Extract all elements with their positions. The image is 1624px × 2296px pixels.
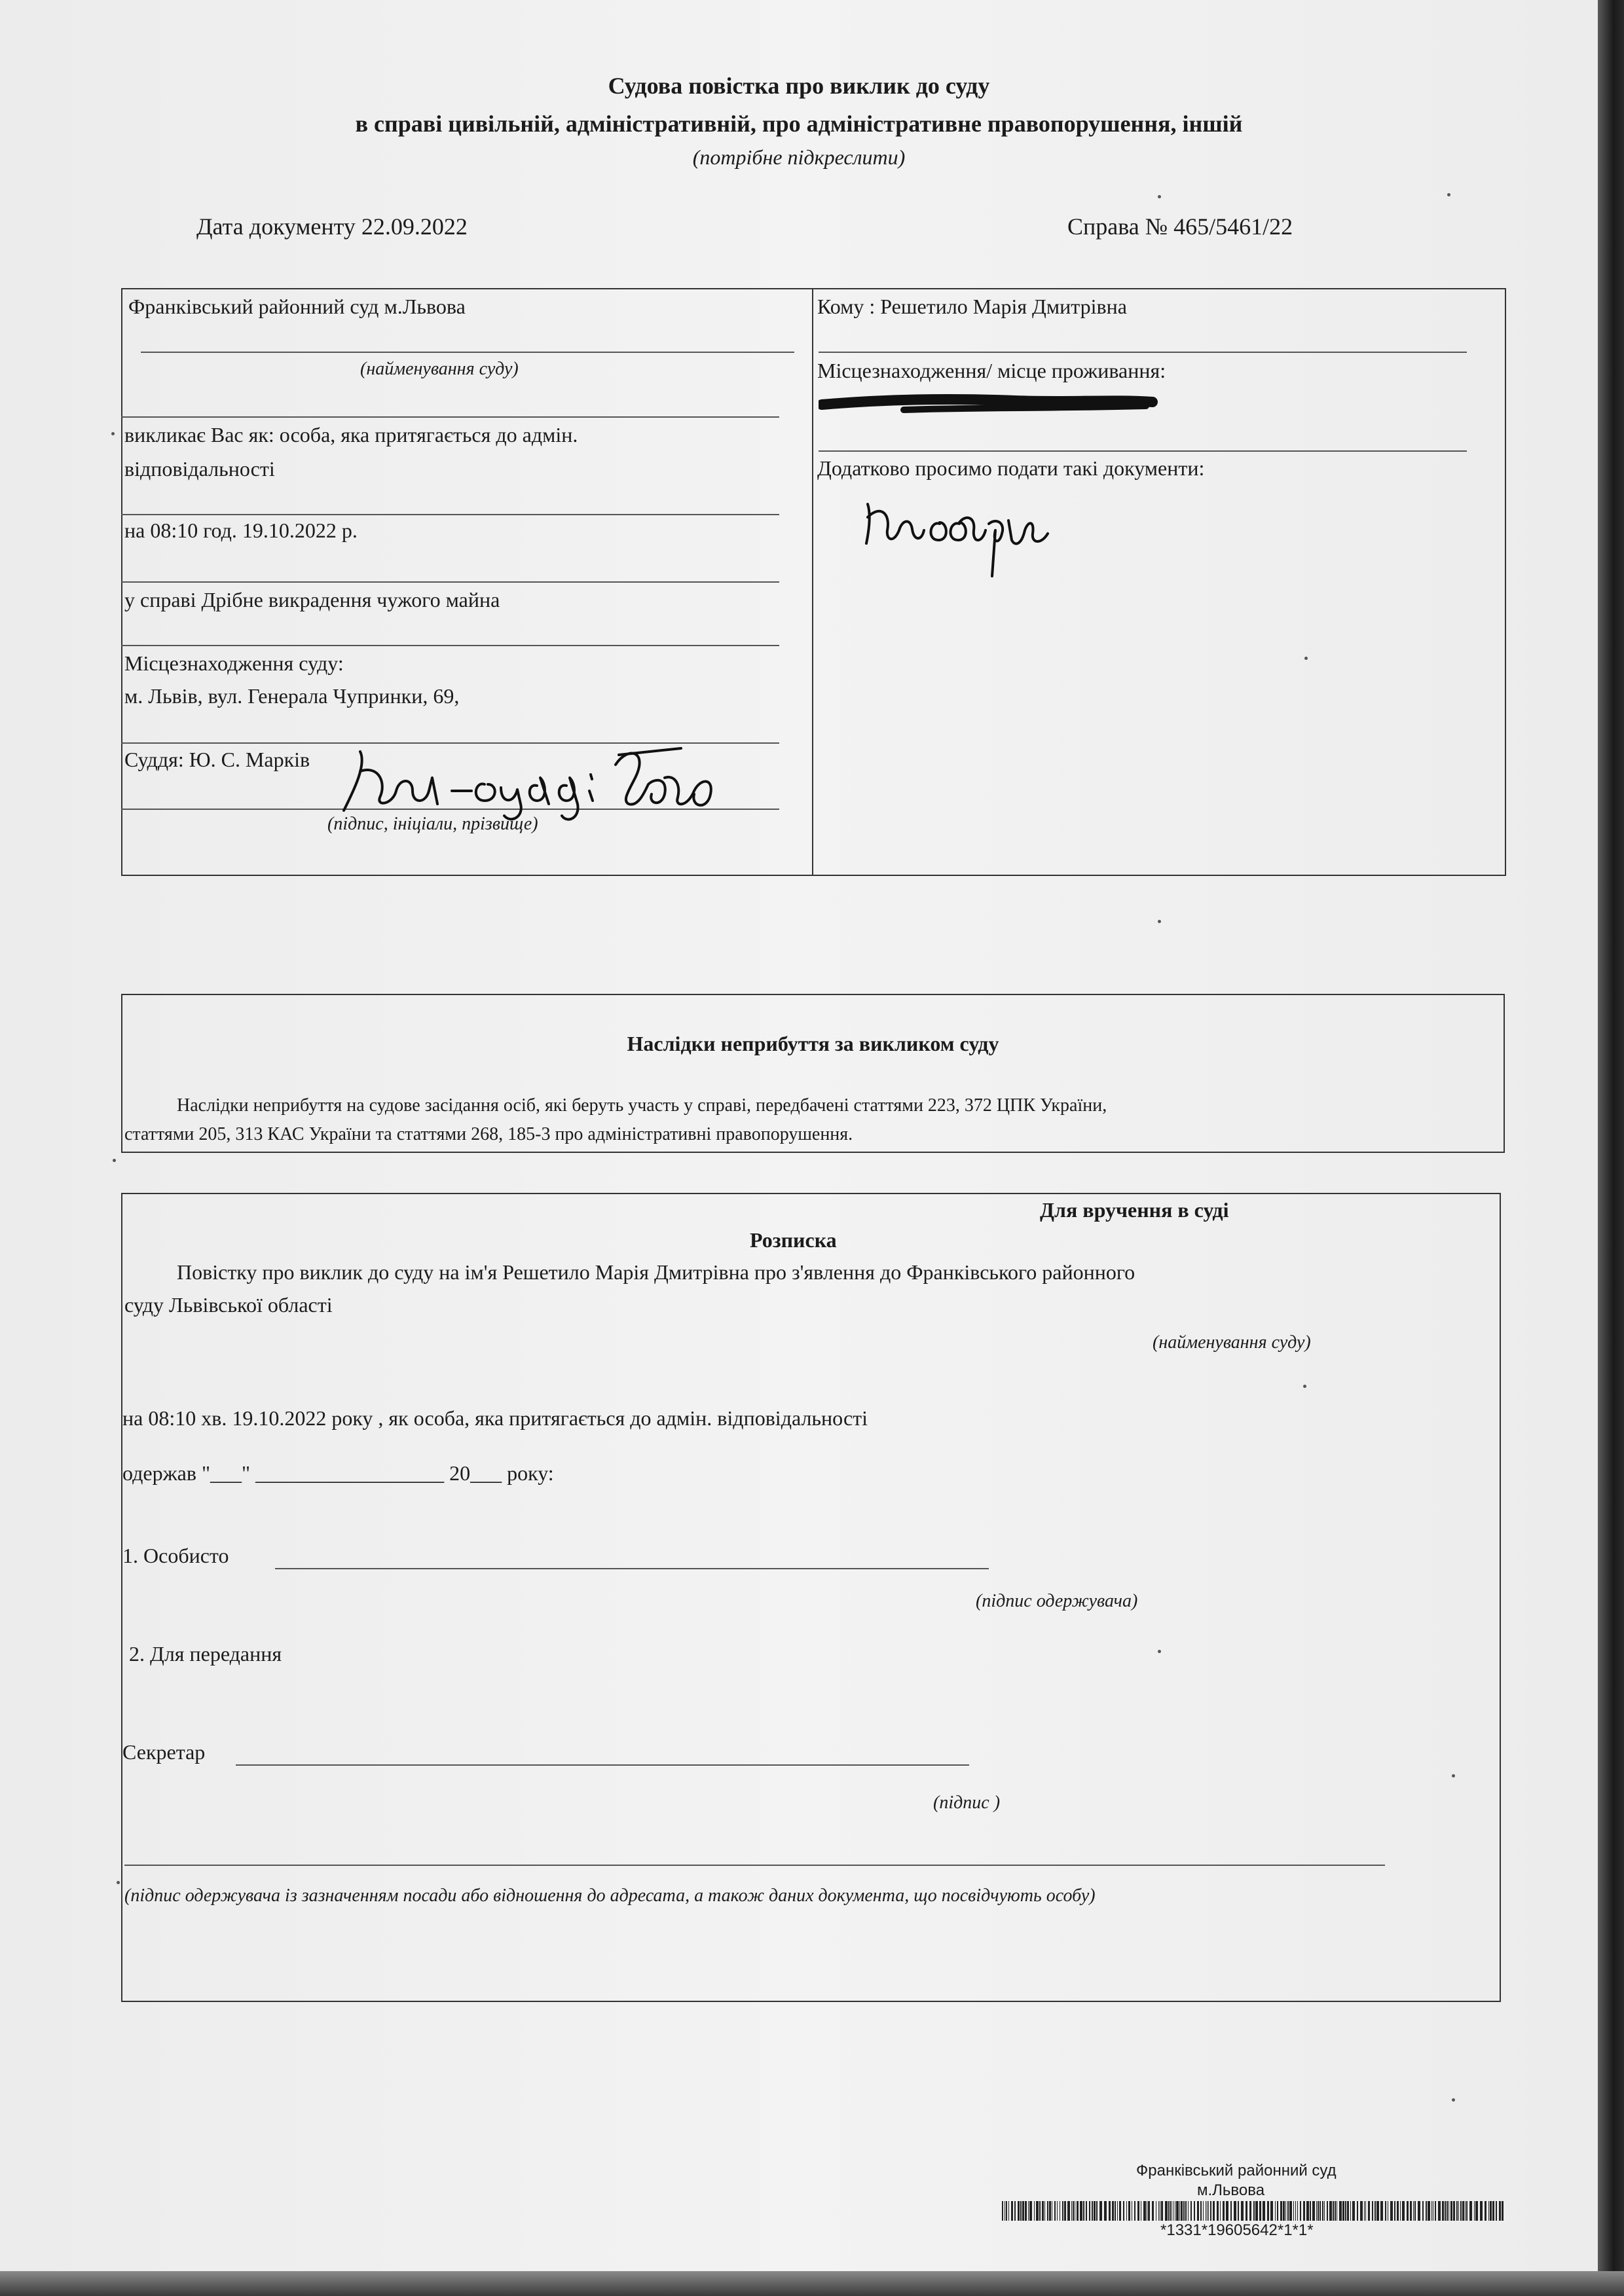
barcode-bar bbox=[1469, 2201, 1472, 2221]
barcode-bar bbox=[1014, 2201, 1016, 2221]
barcode-bar bbox=[1329, 2201, 1332, 2221]
barcode-bar bbox=[1241, 2201, 1244, 2221]
barcode bbox=[1002, 2201, 1506, 2221]
barcode-bar bbox=[1080, 2201, 1082, 2221]
barcode-bar bbox=[1320, 2201, 1321, 2221]
case-number: Справа № 465/5461/22 bbox=[1067, 213, 1293, 240]
barcode-bar bbox=[1466, 2201, 1467, 2221]
barcode-bar bbox=[1025, 2201, 1027, 2221]
barcode-bar bbox=[1036, 2201, 1039, 2221]
barcode-bar bbox=[1488, 2201, 1489, 2221]
barcode-bar bbox=[1442, 2201, 1444, 2221]
barcode-bar bbox=[1333, 2201, 1334, 2221]
barcode-bar bbox=[1208, 2201, 1209, 2221]
barcode-bar bbox=[1210, 2201, 1211, 2221]
barcode-bar bbox=[1185, 2201, 1187, 2221]
barcode-bar bbox=[1071, 2201, 1072, 2221]
barcode-bar bbox=[1020, 2201, 1022, 2221]
barcode-bar bbox=[1458, 2201, 1459, 2221]
barcode-bar bbox=[1480, 2201, 1483, 2221]
court-location: м. Львів, вул. Генерала Чупринки, 69, bbox=[124, 684, 460, 708]
barcode-bar bbox=[1300, 2201, 1301, 2221]
barcode-bar bbox=[1207, 2201, 1208, 2221]
barcode-bar bbox=[1034, 2201, 1035, 2221]
barcode-bar bbox=[1335, 2201, 1336, 2221]
barcode-bar bbox=[1255, 2201, 1258, 2221]
barcode-bar bbox=[1064, 2201, 1066, 2221]
barcode-bar bbox=[1161, 2201, 1163, 2221]
barcode-bar bbox=[1318, 2201, 1319, 2221]
recipient-signature-caption: (підпис одержувача) bbox=[976, 1591, 1138, 1611]
barcode-bar bbox=[1270, 2201, 1273, 2221]
barcode-bar bbox=[1350, 2201, 1351, 2221]
barcode-bar bbox=[1352, 2201, 1355, 2221]
barcode-bar bbox=[1490, 2201, 1492, 2221]
document-subtitle: в справі цивільній, адміністративній, про адміністративне правопорушення, іншій bbox=[355, 111, 1243, 137]
barcode-bar bbox=[1188, 2201, 1189, 2221]
barcode-bar bbox=[1220, 2201, 1221, 2221]
barcode-bar bbox=[1422, 2201, 1424, 2221]
barcode-bar bbox=[1123, 2201, 1124, 2221]
receipt-text: Повістку про виклик до суду на ім'я Решетило Марія Дмитрівна про з'явлення до Франківського районного bbox=[177, 1260, 1135, 1284]
barcode-bar bbox=[1176, 2201, 1179, 2221]
barcode-bar bbox=[1385, 2201, 1386, 2221]
barcode-bar bbox=[1380, 2201, 1383, 2221]
barcode-bar bbox=[1028, 2201, 1029, 2221]
case-subject: у справі Дрібне викрадення чужого майна bbox=[124, 588, 500, 611]
barcode-bar bbox=[1054, 2201, 1056, 2221]
barcode-bar bbox=[1496, 2201, 1497, 2221]
court-name-caption: (найменування суду) bbox=[360, 359, 519, 379]
transfer-label: 2. Для передання bbox=[129, 1642, 282, 1666]
barcode-bar bbox=[1460, 2201, 1462, 2221]
barcode-bar bbox=[1275, 2201, 1276, 2221]
barcode-bar bbox=[1306, 2201, 1309, 2221]
barcode-bar bbox=[1044, 2201, 1045, 2221]
barcode-bar bbox=[1450, 2201, 1452, 2221]
barcode-bar bbox=[1253, 2201, 1255, 2221]
barcode-bar bbox=[1213, 2201, 1215, 2221]
scan-bottom-edge bbox=[0, 2271, 1624, 2296]
barcode-bar bbox=[1277, 2201, 1278, 2221]
barcode-bar bbox=[1287, 2201, 1289, 2221]
barcode-bar bbox=[1190, 2201, 1192, 2221]
barcode-bar bbox=[1322, 2201, 1323, 2221]
personal-delivery-label: 1. Особисто bbox=[122, 1544, 229, 1567]
barcode-bar bbox=[1049, 2201, 1051, 2221]
barcode-bar bbox=[1128, 2201, 1130, 2221]
barcode-bar bbox=[1168, 2201, 1170, 2221]
barcode-bar bbox=[1375, 2201, 1376, 2221]
summons-table-divider bbox=[812, 288, 813, 876]
barcode-bar bbox=[1104, 2201, 1107, 2221]
delivery-label: Для вручення в суді bbox=[1040, 1198, 1229, 1222]
barcode-bar bbox=[1438, 2201, 1441, 2221]
received-date: одержав "___" __________________ 20___ року: bbox=[122, 1461, 554, 1485]
barcode-bar bbox=[1096, 2201, 1098, 2221]
barcode-bar bbox=[1390, 2201, 1393, 2221]
barcode-bar bbox=[1324, 2201, 1325, 2221]
secretary-signature-caption: (підпис ) bbox=[933, 1793, 1001, 1813]
document-date: Дата документу 22.09.2022 bbox=[196, 213, 468, 240]
barcode-bar bbox=[1285, 2201, 1286, 2221]
consequences-text-cont: статтями 205, 313 КАС України та статтями 268, 185-3 про адміністративні правопорушення. bbox=[124, 1124, 853, 1144]
recipient-name: Кому : Решетило Марія Дмитрівна bbox=[817, 295, 1127, 318]
barcode-bar bbox=[1259, 2201, 1261, 2221]
barcode-bar bbox=[1226, 2201, 1228, 2221]
barcode-bar bbox=[1345, 2201, 1346, 2221]
barcode-bar bbox=[1360, 2201, 1363, 2221]
barcode-bar bbox=[1152, 2201, 1154, 2221]
barcode-bar bbox=[1200, 2201, 1202, 2221]
barcode-bar bbox=[1376, 2201, 1379, 2221]
judge-name: Суддя: Ю. С. Марків bbox=[124, 748, 310, 771]
barcode-bar bbox=[1223, 2201, 1225, 2221]
barcode-bar bbox=[1249, 2201, 1251, 2221]
barcode-bar bbox=[1499, 2201, 1501, 2221]
consequences-text: Наслідки неприбуття на судове засідання осіб, які беруть участь у справі, передбачені статтями 223, 372 ЦПК України, bbox=[177, 1095, 1107, 1116]
barcode-bar bbox=[1312, 2201, 1315, 2221]
barcode-bar bbox=[1165, 2201, 1168, 2221]
barcode-bar bbox=[1143, 2201, 1146, 2221]
receipt-court-caption: (найменування суду) bbox=[1153, 1332, 1311, 1353]
barcode-bar bbox=[1368, 2201, 1370, 2221]
barcode-bar bbox=[1086, 2201, 1087, 2221]
barcode-bar bbox=[1339, 2201, 1342, 2221]
barcode-bar bbox=[1293, 2201, 1294, 2221]
barcode-bar bbox=[1115, 2201, 1116, 2221]
barcode-bar bbox=[1364, 2201, 1365, 2221]
barcode-bar bbox=[1402, 2201, 1405, 2221]
barcode-bar bbox=[1119, 2201, 1121, 2221]
barcode-bar bbox=[1428, 2201, 1430, 2221]
barcode-bar bbox=[1365, 2201, 1366, 2221]
recipient-address-label: Місцезнаходження/ місце проживання: bbox=[817, 359, 1166, 382]
barcode-bar bbox=[1445, 2201, 1446, 2221]
barcode-bar bbox=[1447, 2201, 1448, 2221]
receipt-text-cont: суду Львівської області bbox=[124, 1293, 333, 1317]
barcode-bar bbox=[1002, 2201, 1003, 2221]
barcode-bar bbox=[1039, 2201, 1041, 2221]
barcode-bar bbox=[1092, 2201, 1093, 2221]
barcode-bar bbox=[1042, 2201, 1044, 2221]
barcode-bar bbox=[1357, 2201, 1358, 2221]
barcode-bar bbox=[1267, 2201, 1269, 2221]
barcode-bar bbox=[1006, 2201, 1007, 2221]
barcode-bar bbox=[1431, 2201, 1432, 2221]
scan-right-edge bbox=[1598, 0, 1624, 2296]
barcode-bar bbox=[1435, 2201, 1436, 2221]
barcode-bar bbox=[1453, 2201, 1455, 2221]
barcode-bar bbox=[1018, 2201, 1020, 2221]
barcode-bar bbox=[1022, 2201, 1024, 2221]
barcode-bar bbox=[1263, 2201, 1265, 2221]
barcode-bar bbox=[1073, 2201, 1074, 2221]
barcode-bar bbox=[1414, 2201, 1416, 2221]
barcode-bar bbox=[1465, 2201, 1466, 2221]
barcode-bar bbox=[1342, 2201, 1344, 2221]
barcode-number: *1331*19605642*1*1* bbox=[1160, 2221, 1314, 2239]
barcode-bar bbox=[1474, 2201, 1475, 2221]
stamp-city: м.Львова bbox=[1197, 2181, 1265, 2199]
receipt-title: Розписка bbox=[750, 1228, 837, 1252]
barcode-bar bbox=[1158, 2201, 1159, 2221]
hearing-time: на 08:10 год. 19.10.2022 р. bbox=[124, 519, 358, 542]
barcode-bar bbox=[1456, 2201, 1458, 2221]
barcode-bar bbox=[1297, 2201, 1298, 2221]
court-location-label: Місцезнаходження суду: bbox=[124, 651, 344, 675]
barcode-bar bbox=[1410, 2201, 1412, 2221]
court-name: Франківський районний суд м.Львова bbox=[128, 295, 466, 318]
barcode-bar bbox=[1289, 2201, 1292, 2221]
judge-signature-caption: (підпис, ініціали, прізвище) bbox=[327, 814, 538, 834]
barcode-bar bbox=[1502, 2201, 1504, 2221]
barcode-bar bbox=[1316, 2201, 1317, 2221]
barcode-bar bbox=[1047, 2201, 1048, 2221]
barcode-bar bbox=[1475, 2201, 1478, 2221]
barcode-bar bbox=[1077, 2201, 1079, 2221]
barcode-bar bbox=[1029, 2201, 1032, 2221]
barcode-bar bbox=[1492, 2201, 1494, 2221]
barcode-bar bbox=[1109, 2201, 1111, 2221]
barcode-bar bbox=[1203, 2201, 1204, 2221]
consequences-title: Наслідки неприбуття за викликом суду bbox=[627, 1032, 999, 1055]
barcode-bar bbox=[1426, 2201, 1427, 2221]
barcode-bar bbox=[1418, 2201, 1420, 2221]
additional-documents-label: Додатково просимо подати такі документи: bbox=[817, 456, 1205, 480]
barcode-bar bbox=[1407, 2201, 1409, 2221]
barcode-bar bbox=[1303, 2201, 1305, 2221]
barcode-bar bbox=[1283, 2201, 1285, 2221]
judge-signature bbox=[341, 738, 720, 830]
receipt-footer-caption: (підпис одержувача із зазначенням посади або відношення до адресата, а також даних документа, що посвідчують особу) bbox=[124, 1886, 1096, 1906]
barcode-bar bbox=[1117, 2201, 1118, 2221]
barcode-bar bbox=[1310, 2201, 1311, 2221]
barcode-bar bbox=[1295, 2201, 1296, 2221]
barcode-bar bbox=[1057, 2201, 1058, 2221]
barcode-bar bbox=[1413, 2201, 1414, 2221]
barcode-bar bbox=[1238, 2201, 1239, 2221]
barcode-bar bbox=[1327, 2201, 1328, 2221]
barcode-bar bbox=[1462, 2201, 1464, 2221]
barcode-bar bbox=[1183, 2201, 1185, 2221]
barcode-bar bbox=[1062, 2201, 1063, 2221]
barcode-bar bbox=[1008, 2201, 1009, 2221]
barcode-bar bbox=[1372, 2201, 1373, 2221]
redacted-address-mark bbox=[819, 385, 1159, 418]
barcode-bar bbox=[1397, 2201, 1399, 2221]
barcode-bar bbox=[1126, 2201, 1127, 2221]
barcode-bar bbox=[1179, 2201, 1180, 2221]
barcode-bar bbox=[1099, 2201, 1102, 2221]
barcode-bar bbox=[1089, 2201, 1090, 2221]
barcode-bar bbox=[1170, 2201, 1172, 2221]
barcode-bar bbox=[1134, 2201, 1135, 2221]
barcode-bar bbox=[1230, 2201, 1232, 2221]
stamp-court-name: Франківський районний суд bbox=[1136, 2162, 1337, 2179]
barcode-bar bbox=[1194, 2201, 1195, 2221]
barcode-bar bbox=[1400, 2201, 1401, 2221]
barcode-bar bbox=[1112, 2201, 1114, 2221]
document-title: Судова повістка про виклик до суду bbox=[608, 73, 990, 99]
barcode-bar bbox=[1246, 2201, 1247, 2221]
underline-note: (потрібне підкреслити) bbox=[692, 145, 906, 169]
secretary-label: Секретар bbox=[122, 1740, 206, 1764]
barcode-bar bbox=[1148, 2201, 1150, 2221]
barcode-bar bbox=[1094, 2201, 1096, 2221]
handwritten-passport bbox=[861, 484, 1084, 583]
barcode-bar bbox=[1083, 2201, 1084, 2221]
barcode-bar bbox=[1197, 2201, 1199, 2221]
barcode-bar bbox=[1011, 2201, 1013, 2221]
barcode-bar bbox=[1234, 2201, 1236, 2221]
barcode-bar bbox=[1485, 2201, 1486, 2221]
summons-role-cont: відповідальності bbox=[124, 457, 275, 481]
barcode-bar bbox=[1137, 2201, 1139, 2221]
barcode-bar bbox=[1217, 2201, 1219, 2221]
barcode-bar bbox=[1394, 2201, 1395, 2221]
barcode-bar bbox=[1280, 2201, 1282, 2221]
receipt-time: на 08:10 хв. 19.10.2022 року , як особа, яка притягається до адмін. відповідальності bbox=[122, 1406, 868, 1430]
barcode-bar bbox=[1347, 2201, 1349, 2221]
barcode-bar bbox=[1067, 2201, 1070, 2221]
summons-role: викликає Вас як: особа, яка притягається до адмін. bbox=[124, 423, 578, 446]
barcode-bar bbox=[1181, 2201, 1183, 2221]
